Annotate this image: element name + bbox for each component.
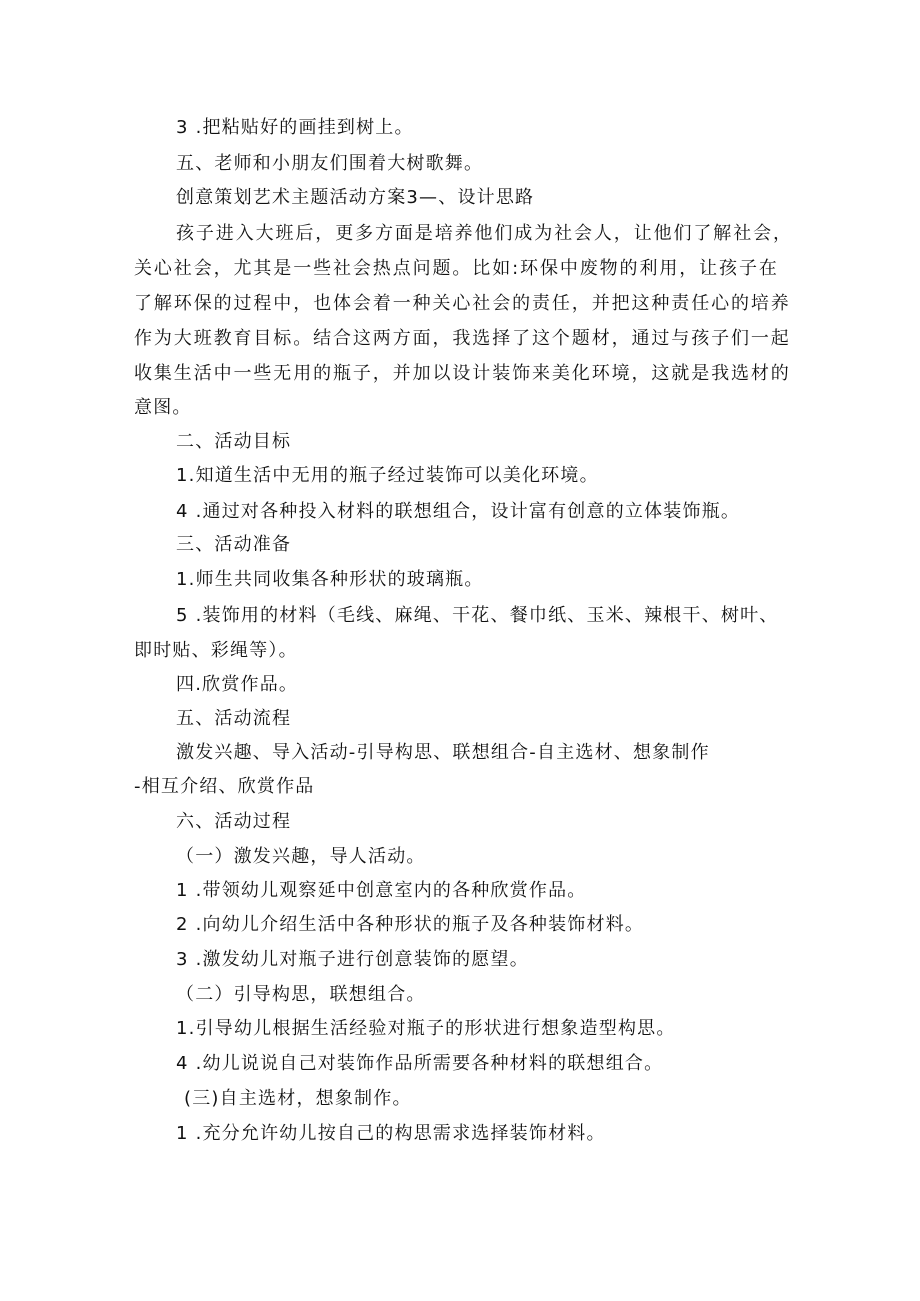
section-heading: 二、活动目标 xyxy=(176,431,292,452)
text-line: 创意策划艺术主题活动方案3—、设计思路 xyxy=(176,187,535,208)
text-line: 五、老师和小朋友们围着大树歌舞。 xyxy=(176,153,484,174)
section-heading: 六、活动过程 xyxy=(176,811,292,832)
text-line: 1.引导幼儿根据生活经验对瓶子的形状进行想象造型构思。 xyxy=(176,1018,676,1039)
section-heading: 五、活动流程 xyxy=(176,708,292,729)
section-heading: 三、活动准备 xyxy=(176,534,292,555)
text-line: 收集生活中一些无用的瓶子，并加以设计装饰来美化环境，这就是我选材的 xyxy=(134,363,791,384)
text-line: 1.知道生活中无用的瓶子经过装饰可以美化环境。 xyxy=(176,465,599,486)
text-line: 了解环保的过程中，也体会着一种关心社会的责任，并把这种责任心的培养 xyxy=(134,293,791,314)
subsection-heading: (三)自主选材，想象制作。 xyxy=(184,1088,412,1109)
text-line: 即时贴、彩绳等）。 xyxy=(134,640,298,661)
text-line: 关心社会，尤其是一些社会热点问题。比如:环保中废物的利用，让孩子在 xyxy=(134,258,779,279)
subsection-heading: （二）引导构思，联想组合。 xyxy=(176,984,426,1005)
text-line: 意图。 xyxy=(134,397,192,418)
text-line: 1.师生共同收集各种形状的玻璃瓶。 xyxy=(176,569,484,590)
text-line: 激发兴趣、导入活动-引导构思、联想组合-自主选材、想象制作 xyxy=(176,742,710,763)
text-line: 1 .带领幼儿观察延中创意室内的各种欣赏作品。 xyxy=(176,880,587,901)
subsection-heading: （一）激发兴趣，导人活动。 xyxy=(176,846,426,867)
text-line: 2 .向幼儿介绍生活中各种形状的瓶子及各种装饰材料。 xyxy=(176,914,645,935)
text-line: 4 .幼儿说说自己对装饰作品所需要各种材料的联想组合。 xyxy=(176,1053,664,1074)
text-line: 孩子进入大班后，更多方面是培养他们成为社会人，让他们了解社会， xyxy=(176,223,793,244)
text-line: 3 .激发幼儿对瓶子进行创意装饰的愿望。 xyxy=(176,949,529,970)
text-line: 四.欣赏作品。 xyxy=(176,674,299,695)
text-line: 3 .把粘贴好的画挂到树上。 xyxy=(176,117,414,138)
text-line: 作为大班教育目标。结合这两方面，我选择了这个题材，通过与孩子们一起 xyxy=(134,328,791,349)
text-line: 1 .充分允许幼儿按自己的构思需求选择装饰材料。 xyxy=(176,1123,606,1144)
text-line: 4 .通过对各种投入材料的联想组合，设计富有创意的立体装饰瓶。 xyxy=(176,501,741,522)
text-line: 5 .装饰用的材料（毛线、麻绳、干花、餐巾纸、玉米、辣根干、树叶、 xyxy=(176,605,779,626)
text-line: -相互介绍、欣赏作品 xyxy=(134,776,315,797)
